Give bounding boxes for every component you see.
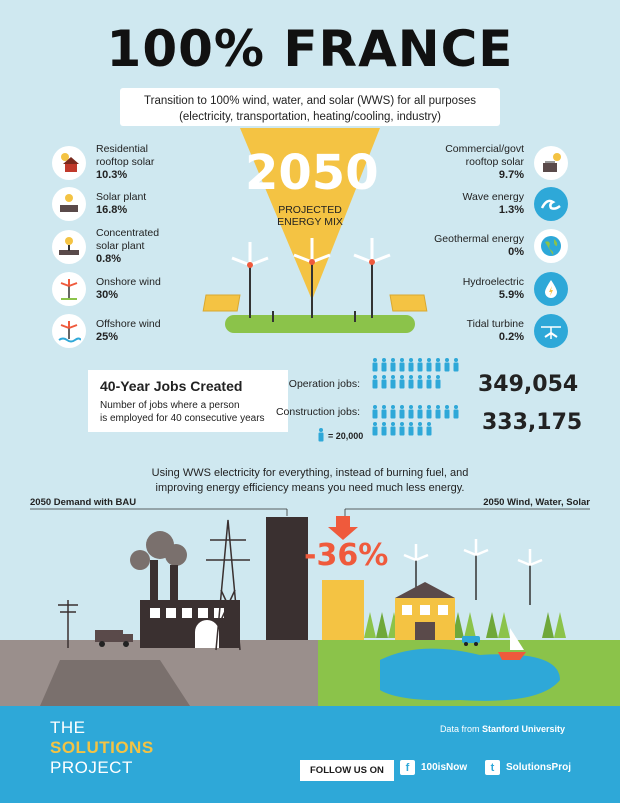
mix-name: Solar plant — [96, 191, 147, 203]
mix-name: Hydroelectric — [462, 276, 524, 288]
logo-line-1: THE — [50, 718, 86, 737]
wind-turbine-icon — [464, 539, 488, 600]
jobs-title: 40-Year Jobs Created — [100, 378, 243, 394]
mix-name: Offshore wind — [96, 318, 161, 330]
mix-name: Residential — [96, 143, 148, 155]
wind-turbine-icon — [518, 549, 542, 605]
facebook-link[interactable] — [400, 760, 467, 775]
mix-name: Commercial/govt — [445, 143, 524, 155]
intro-line-1: Transition to 100% wind, water, and solar (WWS) for all purposes — [144, 95, 476, 107]
mix-value: 16.8% — [96, 204, 128, 216]
tree-icon — [542, 612, 554, 638]
tree-icon — [554, 612, 566, 638]
house-icon — [395, 582, 455, 640]
target-year: 2050 — [245, 145, 379, 201]
mix-value: 0.2% — [498, 331, 524, 343]
tree-icon — [364, 612, 376, 638]
trees — [364, 612, 566, 638]
twitter-handle: SolutionsProj — [506, 762, 571, 773]
comparison-line-1: Using WWS electricity for everything, instead of burning fuel, and — [151, 467, 469, 479]
mix-name: rooftop solar — [96, 156, 155, 168]
solutions-project-logo[interactable] — [50, 718, 154, 778]
data-source-name[interactable]: Stanford University — [481, 724, 565, 734]
mix-name: Wave energy — [462, 191, 524, 203]
mix-name: Tidal turbine — [466, 318, 524, 330]
mix-value: 10.3% — [96, 169, 128, 181]
tree-icon — [486, 612, 498, 638]
tree-icon — [498, 612, 510, 638]
logo-line-3: PROJECT — [50, 758, 133, 777]
operation-jobs-value: 349,054 — [478, 372, 579, 397]
mix-value: 0% — [508, 246, 524, 258]
mix-value: 25% — [96, 331, 119, 343]
comparison-line-2: improving energy efficiency means you need much less energy. — [155, 482, 465, 494]
mix-value: 0.8% — [96, 253, 122, 265]
construction-jobs-label: Construction jobs: — [275, 406, 360, 418]
bau-label: 2050 Demand with BAU — [30, 497, 137, 508]
mix-value: 30% — [96, 289, 119, 301]
down-arrow-icon — [328, 516, 358, 540]
mix-name: rooftop solar — [465, 156, 524, 168]
mix-value: 1.3% — [498, 204, 524, 216]
construction-jobs-value: 333,175 — [482, 410, 583, 435]
mix-name: Concentrated — [96, 227, 160, 239]
twitter-icon: t — [485, 760, 500, 775]
mix-value: 9.7% — [498, 169, 524, 181]
logo-line-2: SOLUTIONS — [50, 738, 154, 757]
follow-us-label: FOLLOW US ON — [300, 760, 394, 781]
data-source — [440, 724, 565, 734]
mix-name: Geothermal energy — [434, 233, 524, 245]
data-source-prefix: Data from — [439, 724, 480, 734]
twitter-link[interactable] — [485, 760, 571, 775]
tree-icon — [376, 612, 388, 638]
factory-icon — [130, 531, 240, 648]
tree-icon — [464, 612, 476, 638]
wws-demand-bar — [322, 580, 364, 640]
energy-mix-label-line-1: PROJECTED — [278, 204, 342, 216]
bau-demand-bar — [266, 517, 308, 640]
energy-mix-label-line-2: ENERGY MIX — [277, 216, 343, 228]
operation-jobs-label: Operation jobs: — [288, 378, 360, 390]
jobs-subtitle-line-1: Number of jobs where a person — [100, 400, 240, 411]
page-title: 100% FRANCE — [106, 20, 514, 78]
wws-label: 2050 Wind, Water, Solar — [483, 497, 590, 508]
energy-reduction-value: -36% — [304, 538, 389, 573]
mix-name: Onshore wind — [96, 276, 161, 288]
jobs-legend: = 20,000 — [328, 431, 364, 441]
facebook-handle: 100isNow — [421, 762, 468, 773]
jobs-subtitle-line-2: is employed for 40 consecutive years — [100, 413, 265, 424]
intro-line-2: (electricity, transportation, heating/cooling, industry) — [179, 111, 441, 123]
facebook-icon: f — [400, 760, 415, 775]
mix-value: 5.9% — [498, 289, 524, 301]
mix-name: solar plant — [96, 240, 145, 252]
